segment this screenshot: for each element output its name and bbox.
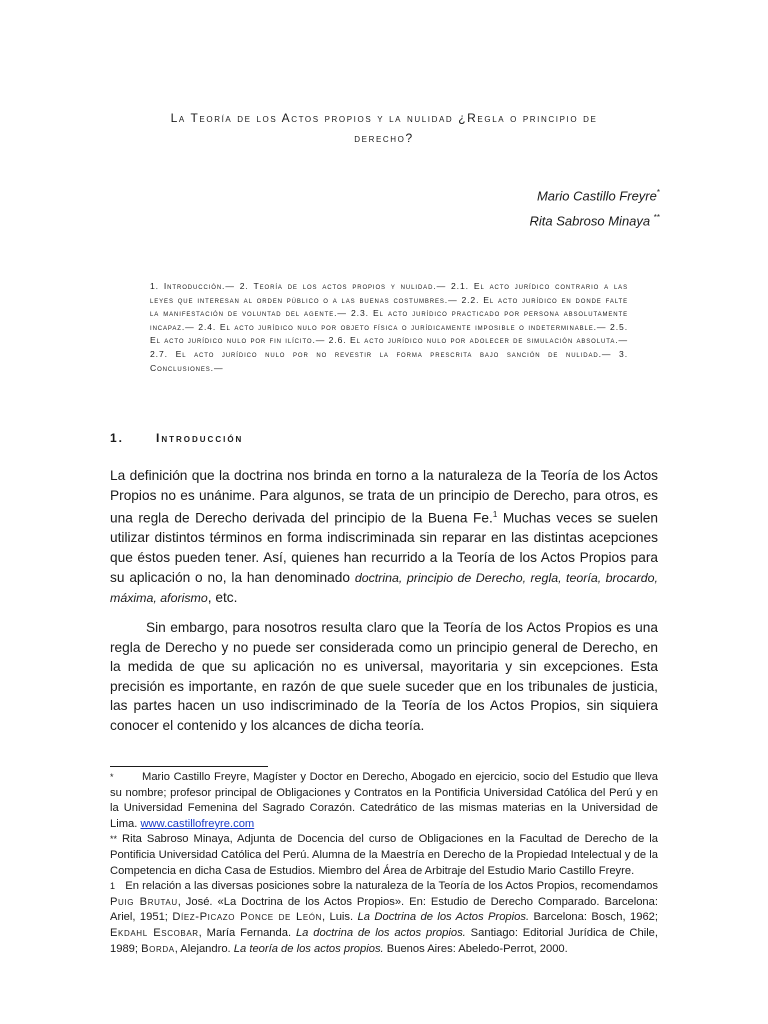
footnote-divider — [110, 766, 268, 767]
author-name: Mario Castillo Freyre — [536, 188, 657, 204]
author-name: Rita Sabroso Minaya — [529, 213, 651, 229]
italic-terms: doctrina, principio de Derecho, regla, teoría, brocardo, máxima, aforismo — [110, 570, 658, 606]
footnotes — [110, 770, 658, 957]
footnote-mark: ** — [110, 834, 118, 845]
website-link[interactable]: www.castillofreyre.com — [140, 817, 255, 830]
author-footnote-mark: ** — [653, 213, 660, 223]
footnote-ref-1[interactable]: 1 — [492, 510, 498, 520]
footnote-text: Buenos Aires: Abeledo-Perrot, 2000. — [383, 942, 568, 955]
cited-author: Ekdahl Escobar — [110, 926, 199, 939]
footnote-text: En relación a las diversas posiciones sobre la naturaleza de la Teoría de los Actos Propios, recomendamos — [125, 880, 659, 893]
paragraph-text: Muchas veces se suelen utilizar distintos términos en forma indiscriminada sin reparar en las distintas acepciones que éstos pueden tener. Así, quienes han recurrido a la Teoría de los Actos Propios para su aplicación o no, la han denominado — [110, 510, 658, 585]
paragraph-1 — [110, 466, 658, 609]
footnote-1 — [110, 879, 658, 957]
cited-title: La Doctrina de los Actos Propios. — [357, 911, 530, 924]
footnote-text: , José. «La Doctrina de los Actos Propios». En: Estudio de Derecho Comparado. Barcelona: Ariel, 1951; — [110, 895, 658, 924]
cited-author: Borda — [141, 942, 175, 955]
footnote-text: Rita Sabroso Minaya, Adjunta de Docencia del curso de Obligaciones en la Facultad de Derecho de la Pontificia Universidad Católica del Perú. Alumna de la Maestría en Derecho de la Propiedad Intelectual y de la Competencia en dicha Casa de Estudios. Miembro del Área de Arbitraje del Estudio Mario Castillo Freyre. — [110, 833, 658, 877]
table-of-contents: 1. Introducción.— 2. Teoría de los actos propios y nulidad.— 2.1. El acto jurídico contrario a las leyes que interesan al orden público o a las buenas costumbres.— 2.2. El acto jurídico en donde falte la manifestación de voluntad del agente.— 2.3. El acto jurídico practicado por persona absolutamente incapaz.— 2.4. El acto jurídico nulo por objeto física o jurídicamente imposible o indeterminable.— 2.5. El acto jurídico nulo por fin ilícito.— 2.6. El acto jurídico nulo por adolecer de simulación absoluta.— 2.7. El acto jurídico nulo por no revestir la forma prescrita bajo sanción de nulidad.— 3. Conclusiones.— — [150, 281, 628, 373]
title-line-1: La Teoría de los Actos propios y la nulidad ¿Regla o principio de — [170, 111, 598, 125]
footnote-text: Santiago: Editorial Jurídica de Chile, 1989; — [110, 926, 659, 955]
title-line-2: derecho? — [354, 131, 414, 145]
author-1 — [529, 182, 660, 207]
paragraph-text: La definición que la doctrina nos brinda en torno a la naturaleza de la Teoría de los Actos Propios no es unánime. Para algunos, se trata de un principio de Derecho, para otros, es una regla de Derecho derivada del principio de la Buena Fe. — [110, 468, 658, 526]
author-list — [529, 182, 660, 233]
footnote-text: , Luis. — [321, 911, 358, 924]
cited-author: Puig Brutau — [110, 895, 178, 908]
footnote-text: Barcelona: Bosch, 1962; — [529, 911, 659, 924]
footnote-text: , Alejandro. — [174, 942, 234, 955]
footnote-author-1 — [110, 770, 658, 832]
author-2 — [529, 207, 660, 232]
footnote-author-2 — [110, 832, 658, 879]
paragraph-2: Sin embargo, para nosotros resulta claro que la Teoría de los Actos Propios es una regla de Derecho y no puede ser considerada como un principio general de Derecho, en la medida de que su aplicación no es universal, mayoritaria y sin excepciones. Esta precisión es importante, en razón de que suele suceder que en los tribunales de justicia, las partes hacen un uso indiscriminado de la Teoría de los Actos Propios, sin siquiera conocer el contenido y los alcances de dicha teoría. — [110, 620, 658, 733]
paper-title — [110, 108, 658, 148]
cited-author: Díez-Picazo Ponce de León — [172, 911, 322, 924]
section-heading — [110, 431, 658, 445]
author-footnote-mark: * — [656, 188, 660, 197]
section-title: Introducción — [156, 431, 244, 445]
paragraph-text: , etc. — [207, 590, 238, 606]
footnote-text: Mario Castillo Freyre, Magíster y Doctor en Derecho, Abogado en ejercicio, socio del Estudio que lleva su nombre; profesor principal de Obligaciones y Contratos en la Pontificia Universidad Católica del Perú y en la Universidad Femenina del Sagrado Corazón. Catedrático de las mismas materias en la Universidad de Lima. — [110, 771, 658, 830]
section-number: 1. — [110, 431, 125, 445]
footnote-text: , María Fernanda. — [198, 926, 296, 939]
footnote-mark: 1 — [110, 881, 116, 892]
footnote-mark: * — [110, 772, 114, 782]
cited-title: La teoría de los actos propios. — [233, 942, 384, 955]
cited-title: La doctrina de los actos propios. — [295, 926, 466, 939]
